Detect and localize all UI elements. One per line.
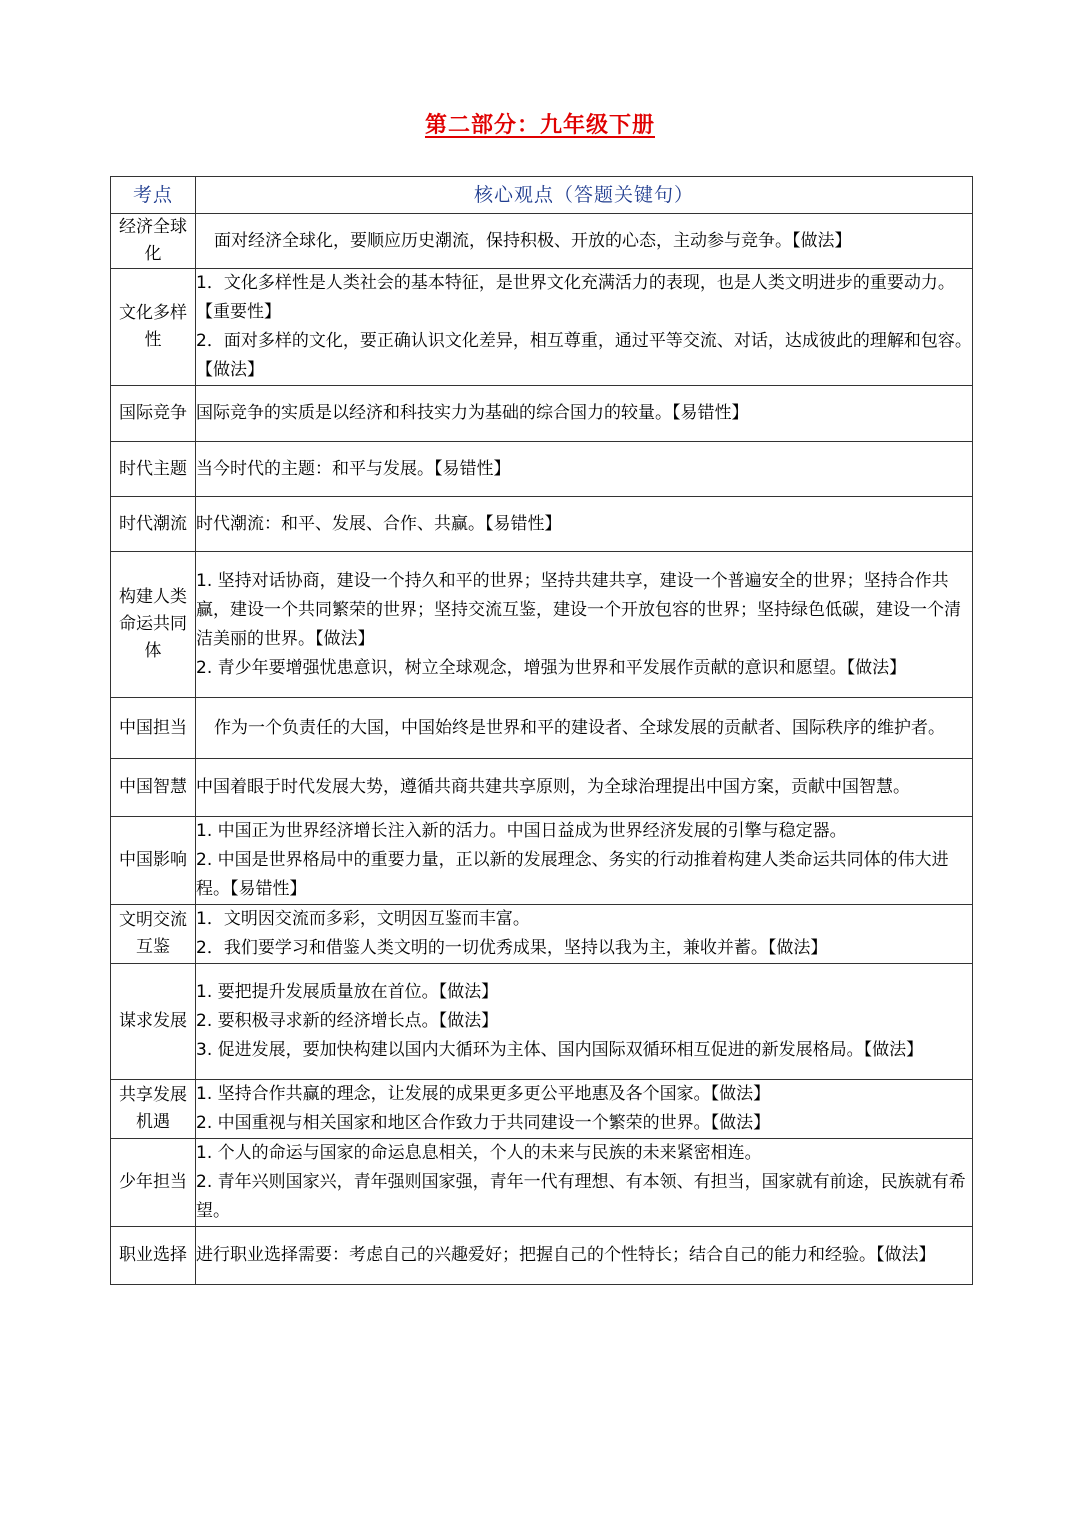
table-row	[111, 905, 973, 964]
table-row	[111, 1139, 973, 1227]
table-row	[111, 552, 973, 698]
table-row	[111, 698, 973, 759]
table-header-row	[111, 177, 973, 214]
content-cell	[196, 214, 973, 269]
column-header-topic: 考点	[111, 177, 196, 214]
content-cell	[196, 964, 973, 1080]
content-cell	[196, 552, 973, 698]
table-row	[111, 269, 973, 386]
topic-cell: 职业选择	[111, 1227, 196, 1285]
content-line: 面对经济全球化，要顺应历史潮流，保持积极、开放的心态，主动参与竞争。【做法】	[214, 230, 852, 251]
content-line: 1．文化多样性是人类社会的基本特征，是世界文化充满活力的表现，也是人类文明进步的重要动力。【重要性】	[196, 273, 955, 322]
table-row	[111, 817, 973, 905]
topic-cell: 时代主题	[111, 442, 196, 497]
topic-cell: 文化多样性	[111, 269, 196, 386]
table-row	[111, 964, 973, 1080]
content-line: 1. 坚持对话协商，建设一个持久和平的世界；坚持共建共享，建设一个普遍安全的世界；坚持合作共赢，建设一个共同繁荣的世界；坚持交流互鉴，建设一个开放包容的世界；坚持绿色低碳，建设一个清洁美丽的世界。【做法】	[196, 570, 961, 649]
content-line: 2. 中国重视与相关国家和地区合作致力于共同建设一个繁荣的世界。【做法】	[196, 1113, 771, 1133]
table-row	[111, 1080, 973, 1139]
content-line: 1. 中国正为世界经济增长注入新的活力。中国日益成为世界经济发展的引擎与稳定器。	[196, 821, 847, 841]
table-row	[111, 442, 973, 497]
topic-cell: 构建人类命运共同体	[111, 552, 196, 698]
content-line: 2. 青少年要增强忧患意识，树立全球观念，增强为世界和平发展作贡献的意识和愿望。【做法】	[196, 657, 907, 678]
content-line: 进行职业选择需要：考虑自己的兴趣爱好；把握自己的个性特长；结合自己的能力和经验。【做法】	[196, 1245, 936, 1265]
topic-cell: 中国智慧	[111, 759, 196, 817]
content-line: 1．文明因交流而多彩，文明因互鉴而丰富。	[196, 909, 530, 929]
topic-cell: 中国影响	[111, 817, 196, 905]
content-line: 国际竞争的实质是以经济和科技实力为基础的综合国力的较量。【易错性】	[196, 403, 749, 423]
key-points-table	[110, 176, 973, 1285]
content-cell	[196, 386, 973, 442]
topic-cell: 国际竞争	[111, 386, 196, 442]
content-line: 2．我们要学习和借鉴人类文明的一切优秀成果，坚持以我为主，兼收并蓄。【做法】	[196, 938, 828, 958]
table-row	[111, 497, 973, 552]
content-cell	[196, 1139, 973, 1227]
table-row	[111, 759, 973, 817]
topic-cell: 共享发展机遇	[111, 1080, 196, 1139]
content-line: 2. 要积极寻求新的经济增长点。【做法】	[196, 1011, 499, 1031]
content-cell	[196, 442, 973, 497]
content-cell	[196, 759, 973, 817]
column-header-core-view: 核心观点（答题关键句）	[196, 177, 973, 214]
content-line: 3. 促进发展，要加快构建以国内大循环为主体、国内国际双循环相互促进的新发展格局。【做法】	[196, 1040, 924, 1060]
content-line: 2．面对多样的文化，要正确认识文化差异，相互尊重，通过平等交流、对话，达成彼此的理解和包容。【做法】	[196, 331, 972, 380]
content-cell	[196, 817, 973, 905]
content-cell	[196, 905, 973, 964]
content-cell	[196, 698, 973, 759]
topic-cell: 谋求发展	[111, 964, 196, 1080]
topic-cell: 中国担当	[111, 698, 196, 759]
content-line: 1. 要把提升发展质量放在首位。【做法】	[196, 982, 499, 1002]
topic-cell: 少年担当	[111, 1139, 196, 1227]
table-row	[111, 386, 973, 442]
content-line: 中国着眼于时代发展大势，遵循共商共建共享原则，为全球治理提出中国方案，贡献中国智慧。	[196, 777, 910, 797]
content-line: 当今时代的主题：和平与发展。【易错性】	[196, 458, 511, 479]
page-title: 第二部分：九年级下册	[424, 113, 655, 138]
content-cell	[196, 1227, 973, 1285]
content-line: 作为一个负责任的大国，中国始终是世界和平的建设者、全球发展的贡献者、国际秩序的维护者。	[214, 717, 945, 738]
content-line: 2. 青年兴则国家兴，青年强则国家强，青年一代有理想、有本领、有担当，国家就有前途，民族就有希望。	[196, 1172, 966, 1221]
content-line: 2. 中国是世界格局中的重要力量，正以新的发展理念、务实的行动推着构建人类命运共同体的伟大进程。【易错性】	[196, 850, 949, 899]
topic-cell: 经济全球化	[111, 214, 196, 269]
table-row	[111, 214, 973, 269]
content-cell	[196, 269, 973, 386]
content-line: 1. 坚持合作共赢的理念，让发展的成果更多更公平地惠及各个国家。【做法】	[196, 1084, 771, 1104]
topic-cell: 文明交流互鉴	[111, 905, 196, 964]
content-line: 1. 个人的命运与国家的命运息息相关，个人的未来与民族的未来紧密相连。	[196, 1143, 762, 1163]
content-cell	[196, 497, 973, 552]
content-line: 时代潮流：和平、发展、合作、共赢。【易错性】	[196, 513, 562, 534]
topic-cell: 时代潮流	[111, 497, 196, 552]
content-cell	[196, 1080, 973, 1139]
table-row	[111, 1227, 973, 1285]
